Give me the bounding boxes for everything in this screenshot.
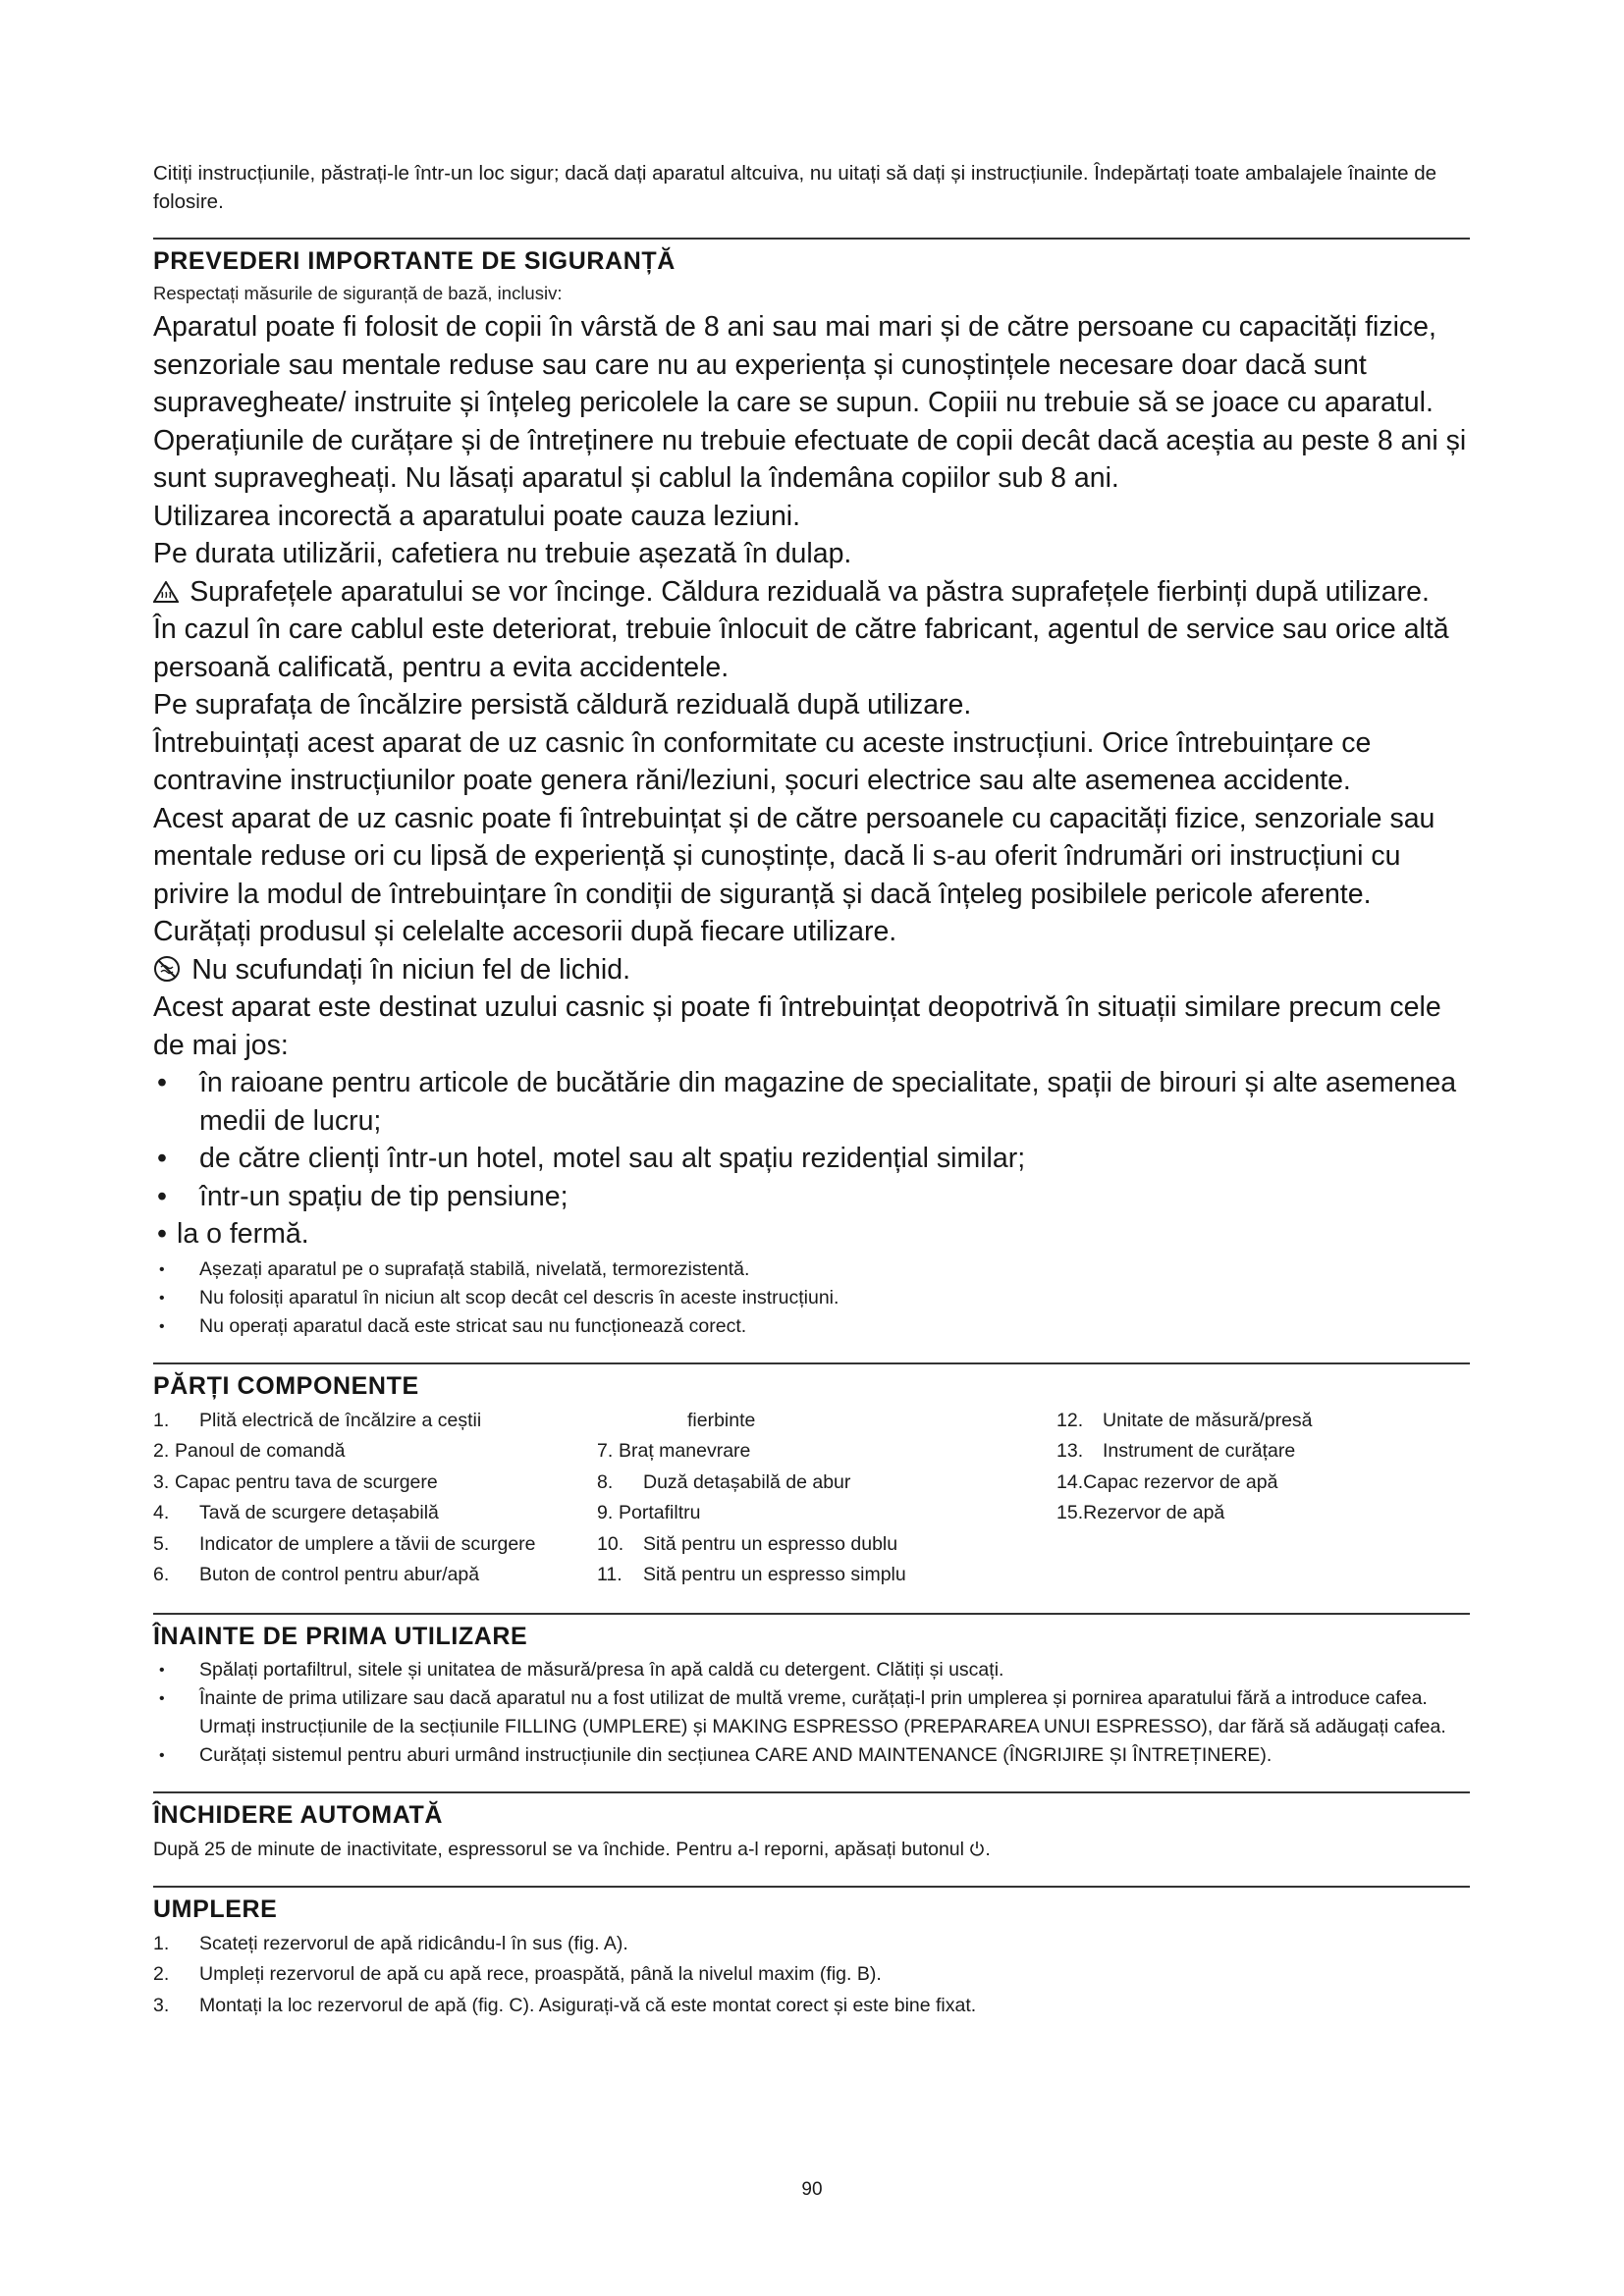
safety-paragraph: Utilizarea incorectă a aparatului poate cauza leziuni.	[153, 500, 801, 532]
list-item	[153, 1991, 1470, 2022]
filling-heading: UMPLERE	[153, 1895, 278, 1923]
no-immerse-text: Nu scufundați în niciun fel de lichid.	[191, 953, 630, 986]
safety-paragraph: În cazul în care cablul este deteriorat, trebuie înlocuit de către fabricant, agentul de service sau orice altă persoană calificată, pentru a evita accidentele.	[153, 614, 1449, 683]
part-item	[597, 1560, 1056, 1591]
power-icon	[969, 1839, 985, 1860]
parts-column-2	[597, 1406, 1056, 1591]
part-item	[1056, 1498, 1469, 1529]
filling-steps	[153, 1929, 1470, 2022]
part-item	[153, 1529, 597, 1561]
safety-paragraph-hot	[153, 573, 1470, 612]
part-label: Rezervor de apă	[1083, 1502, 1225, 1523]
part-label: Sită pentru un espresso simplu	[643, 1564, 906, 1585]
part-label: Instrument de curățare	[1103, 1440, 1296, 1462]
part-item	[153, 1406, 597, 1437]
part-number: 11.	[597, 1564, 623, 1585]
part-number: 1.	[153, 1409, 170, 1431]
part-number: 3.	[153, 1470, 170, 1493]
section-divider	[153, 1791, 1470, 1793]
part-label: Sită pentru un espresso dublu	[643, 1532, 898, 1555]
before-first-use-section	[153, 1613, 1470, 1770]
before-first-use-list	[153, 1656, 1470, 1770]
part-label: Braț manevrare	[619, 1440, 751, 1462]
step-number: 1.	[153, 1932, 170, 1954]
safety-section	[153, 238, 1470, 1341]
parts-list	[153, 1406, 1470, 1591]
part-label: Buton de control pentru abur/apă	[199, 1564, 480, 1585]
part-number: 5.	[153, 1532, 170, 1555]
part-number: 8.	[597, 1470, 614, 1493]
part-item	[153, 1560, 597, 1591]
list-item: • Curățați sistemul pentru aburi urmând instrucțiunile din secțiunea CARE AND MAINTENANCE (ÎNGRIJIRE ȘI ÎNTREȚINERE).	[153, 1741, 1470, 1770]
part-label: Capac pentru tava de scurgere	[175, 1470, 438, 1493]
safety-paragraph: Operațiunile de curățare și de întreținere nu trebuie efectuate de copii decât dacă aceștia au peste 8 ani și sunt supravegheați. Nu lăsați aparatul și cablul la îndemâna copiilor sub 8 ani.	[153, 424, 1467, 494]
parts-section	[153, 1362, 1470, 1591]
part-number: 12.	[1056, 1409, 1084, 1431]
section-divider	[153, 1362, 1470, 1364]
part-label: Plită electrică de încălzire a ceștii	[199, 1409, 482, 1431]
part-item	[1056, 1468, 1469, 1499]
list-item: • de către clienți într-un hotel, motel sau alt spațiu rezidențial similar;	[153, 1140, 1470, 1178]
part-item	[1056, 1406, 1469, 1437]
auto-off-section	[153, 1791, 1470, 1864]
list-item: • Nu operați aparatul dacă este stricat sau nu funcționează corect.	[153, 1312, 1470, 1341]
list-item: • într-un spațiu de tip pensiune;	[153, 1178, 1470, 1216]
auto-off-period: .	[985, 1838, 991, 1860]
list-item: • la o fermă.	[153, 1215, 1470, 1254]
part-number: 15.	[1056, 1502, 1084, 1523]
list-item	[153, 1929, 1470, 1960]
part-item	[597, 1498, 1056, 1529]
section-divider	[153, 1613, 1470, 1615]
list-item	[153, 1959, 1470, 1991]
safety-paragraph-immerse	[153, 951, 1470, 989]
section-divider	[153, 1886, 1470, 1888]
do-not-immerse-icon	[153, 955, 188, 985]
parts-column-3	[1056, 1406, 1469, 1591]
safety-small-list	[153, 1255, 1470, 1341]
list-item: • Spălați portafiltrul, sitele și unitatea de măsură/presa în apă caldă cu detergent. Clătiți și uscați.	[153, 1656, 1470, 1684]
part-item	[597, 1436, 1056, 1468]
safety-paragraph: Pe suprafața de încălzire persistă căldură reziduală după utilizare.	[153, 689, 972, 721]
part-label-continuation: fierbinte	[687, 1409, 756, 1431]
part-label: Indicator de umplere a tăvii de scurgere	[199, 1532, 536, 1555]
filling-section	[153, 1886, 1470, 2022]
part-label: Duză detașabilă de abur	[643, 1470, 851, 1493]
auto-off-heading: ÎNCHIDERE AUTOMATĂ	[153, 1800, 444, 1829]
usage-locations-list	[153, 1064, 1470, 1254]
part-item	[153, 1468, 597, 1499]
part-number: 2.	[153, 1440, 170, 1462]
safety-paragraph: Întrebuințați acest aparat de uz casnic în conformitate cu aceste instrucțiuni. Orice întrebuințare ce contravine instrucțiunilor poate genera răni/leziuni, șocuri electrice sau alte asemenea accidente.	[153, 726, 1372, 796]
part-label: Unitate de măsură/presă	[1103, 1409, 1313, 1431]
part-number: 14.	[1056, 1470, 1084, 1493]
part-number: 10.	[597, 1532, 624, 1555]
part-number: 7.	[597, 1440, 614, 1462]
step-text: Umpleți rezervorul de apă cu apă rece, proaspătă, până la nivelul maxim (fig. B).	[199, 1963, 882, 1985]
step-number: 3.	[153, 1994, 170, 2016]
safety-paragraph: Curățați produsul și celelalte accesorii după fiecare utilizare.	[153, 916, 897, 947]
part-number: 9.	[597, 1502, 614, 1523]
safety-paragraph: Acest aparat este destinat uzului casnic și poate fi întrebuințat deopotrivă în situații similare precum cele de mai jos:	[153, 991, 1441, 1061]
list-item: • Așezați aparatul pe o suprafață stabilă, nivelată, termorezistentă.	[153, 1255, 1470, 1284]
step-number: 2.	[153, 1963, 170, 1985]
safety-heading: PREVEDERI IMPORTANTE DE SIGURANȚĂ	[153, 247, 676, 275]
safety-paragraph: Pe durata utilizării, cafetiera nu trebuie așezată în dulap.	[153, 538, 852, 569]
part-item	[1056, 1436, 1469, 1468]
part-label: Tavă de scurgere detașabilă	[199, 1502, 439, 1523]
part-label: Portafiltru	[619, 1502, 701, 1523]
intro-text: Citiți instrucțiunile, păstrați-le într-un loc sigur; dacă dați aparatul altcuiva, nu uitați să dați și instrucțiunile. Îndepărtați toate ambalajele înainte de folosire.	[153, 162, 1437, 213]
part-item	[597, 1529, 1056, 1561]
safety-paragraph: Aparatul poate fi folosit de copii în vârstă de 8 ani sau mai mari și de către persoane cu capacități fizice, senzoriale sau mentale reduse sau care nu au experiența și cunoștințele necesare doar dacă sunt supravegheate/ instruite și înțeleg pericolele la care se supun. Copiii nu trebuie să se joace cu aparatul.	[153, 311, 1436, 418]
part-number: 4.	[153, 1502, 170, 1523]
part-item	[153, 1498, 597, 1529]
list-item: • Înainte de prima utilizare sau dacă aparatul nu a fost utilizat de multă vreme, curățați-l prin umplerea și pornirea aparatului fără a introduce cafea. Urmați instrucțiunile de la secțiunile FILLING (UMPLERE) și MAKING ESPRESSO (PREPARAREA UNUI ESPRESSO), dar fără să adăugați cafea.	[153, 1684, 1470, 1741]
safety-lead: Respectați măsurile de siguranță de bază, inclusiv:	[153, 283, 563, 303]
part-label: Panoul de comandă	[175, 1440, 346, 1462]
document-page	[153, 159, 1470, 2021]
list-item: • Nu folosiți aparatul în niciun alt scop decât cel descris în aceste instrucțiuni.	[153, 1284, 1470, 1312]
section-divider	[153, 238, 1470, 240]
part-label: Capac rezervor de apă	[1083, 1470, 1278, 1493]
hot-surface-warning-icon	[153, 577, 186, 607]
part-number: 6.	[153, 1564, 170, 1585]
auto-off-sentence: După 25 de minute de inactivitate, espressorul se va închide. Pentru a-l reporni, apăsați butonul	[153, 1838, 964, 1860]
auto-off-text	[153, 1835, 1470, 1864]
parts-heading: PĂRȚI COMPONENTE	[153, 1371, 419, 1400]
page-number: 90	[801, 2179, 823, 2200]
before-first-use-heading: ÎNAINTE DE PRIMA UTILIZARE	[153, 1622, 528, 1650]
parts-column-1	[153, 1406, 597, 1591]
step-text: Scateți rezervorul de apă ridicându-l în sus (fig. A).	[199, 1932, 628, 1954]
list-item: • în raioane pentru articole de bucătărie din magazine de specialitate, spații de birouri și alte asemenea medii de lucru;	[153, 1064, 1470, 1140]
part-item	[153, 1436, 597, 1468]
step-text: Montați la loc rezervorul de apă (fig. C). Asigurați-vă că este montat corect și este bine fixat.	[199, 1994, 977, 2016]
hot-surface-text: Suprafețele aparatului se vor încinge. Căldura reziduală va păstra suprafețele fierbinți după utilizare.	[189, 575, 1430, 608]
part-number: 13.	[1056, 1440, 1084, 1462]
safety-paragraph: Acest aparat de uz casnic poate fi întrebuințat și de către persoanele cu capacități fizice, senzoriale sau mentale reduse ori cu lipsă de experiență și cunoștințe, dacă li s-au oferit îndrumări ori instrucțiuni cu privire la modul de întrebuințare în condiții de siguranță și dacă înțeleg posibilele pericole aferente.	[153, 802, 1435, 910]
part-item	[597, 1468, 1056, 1499]
